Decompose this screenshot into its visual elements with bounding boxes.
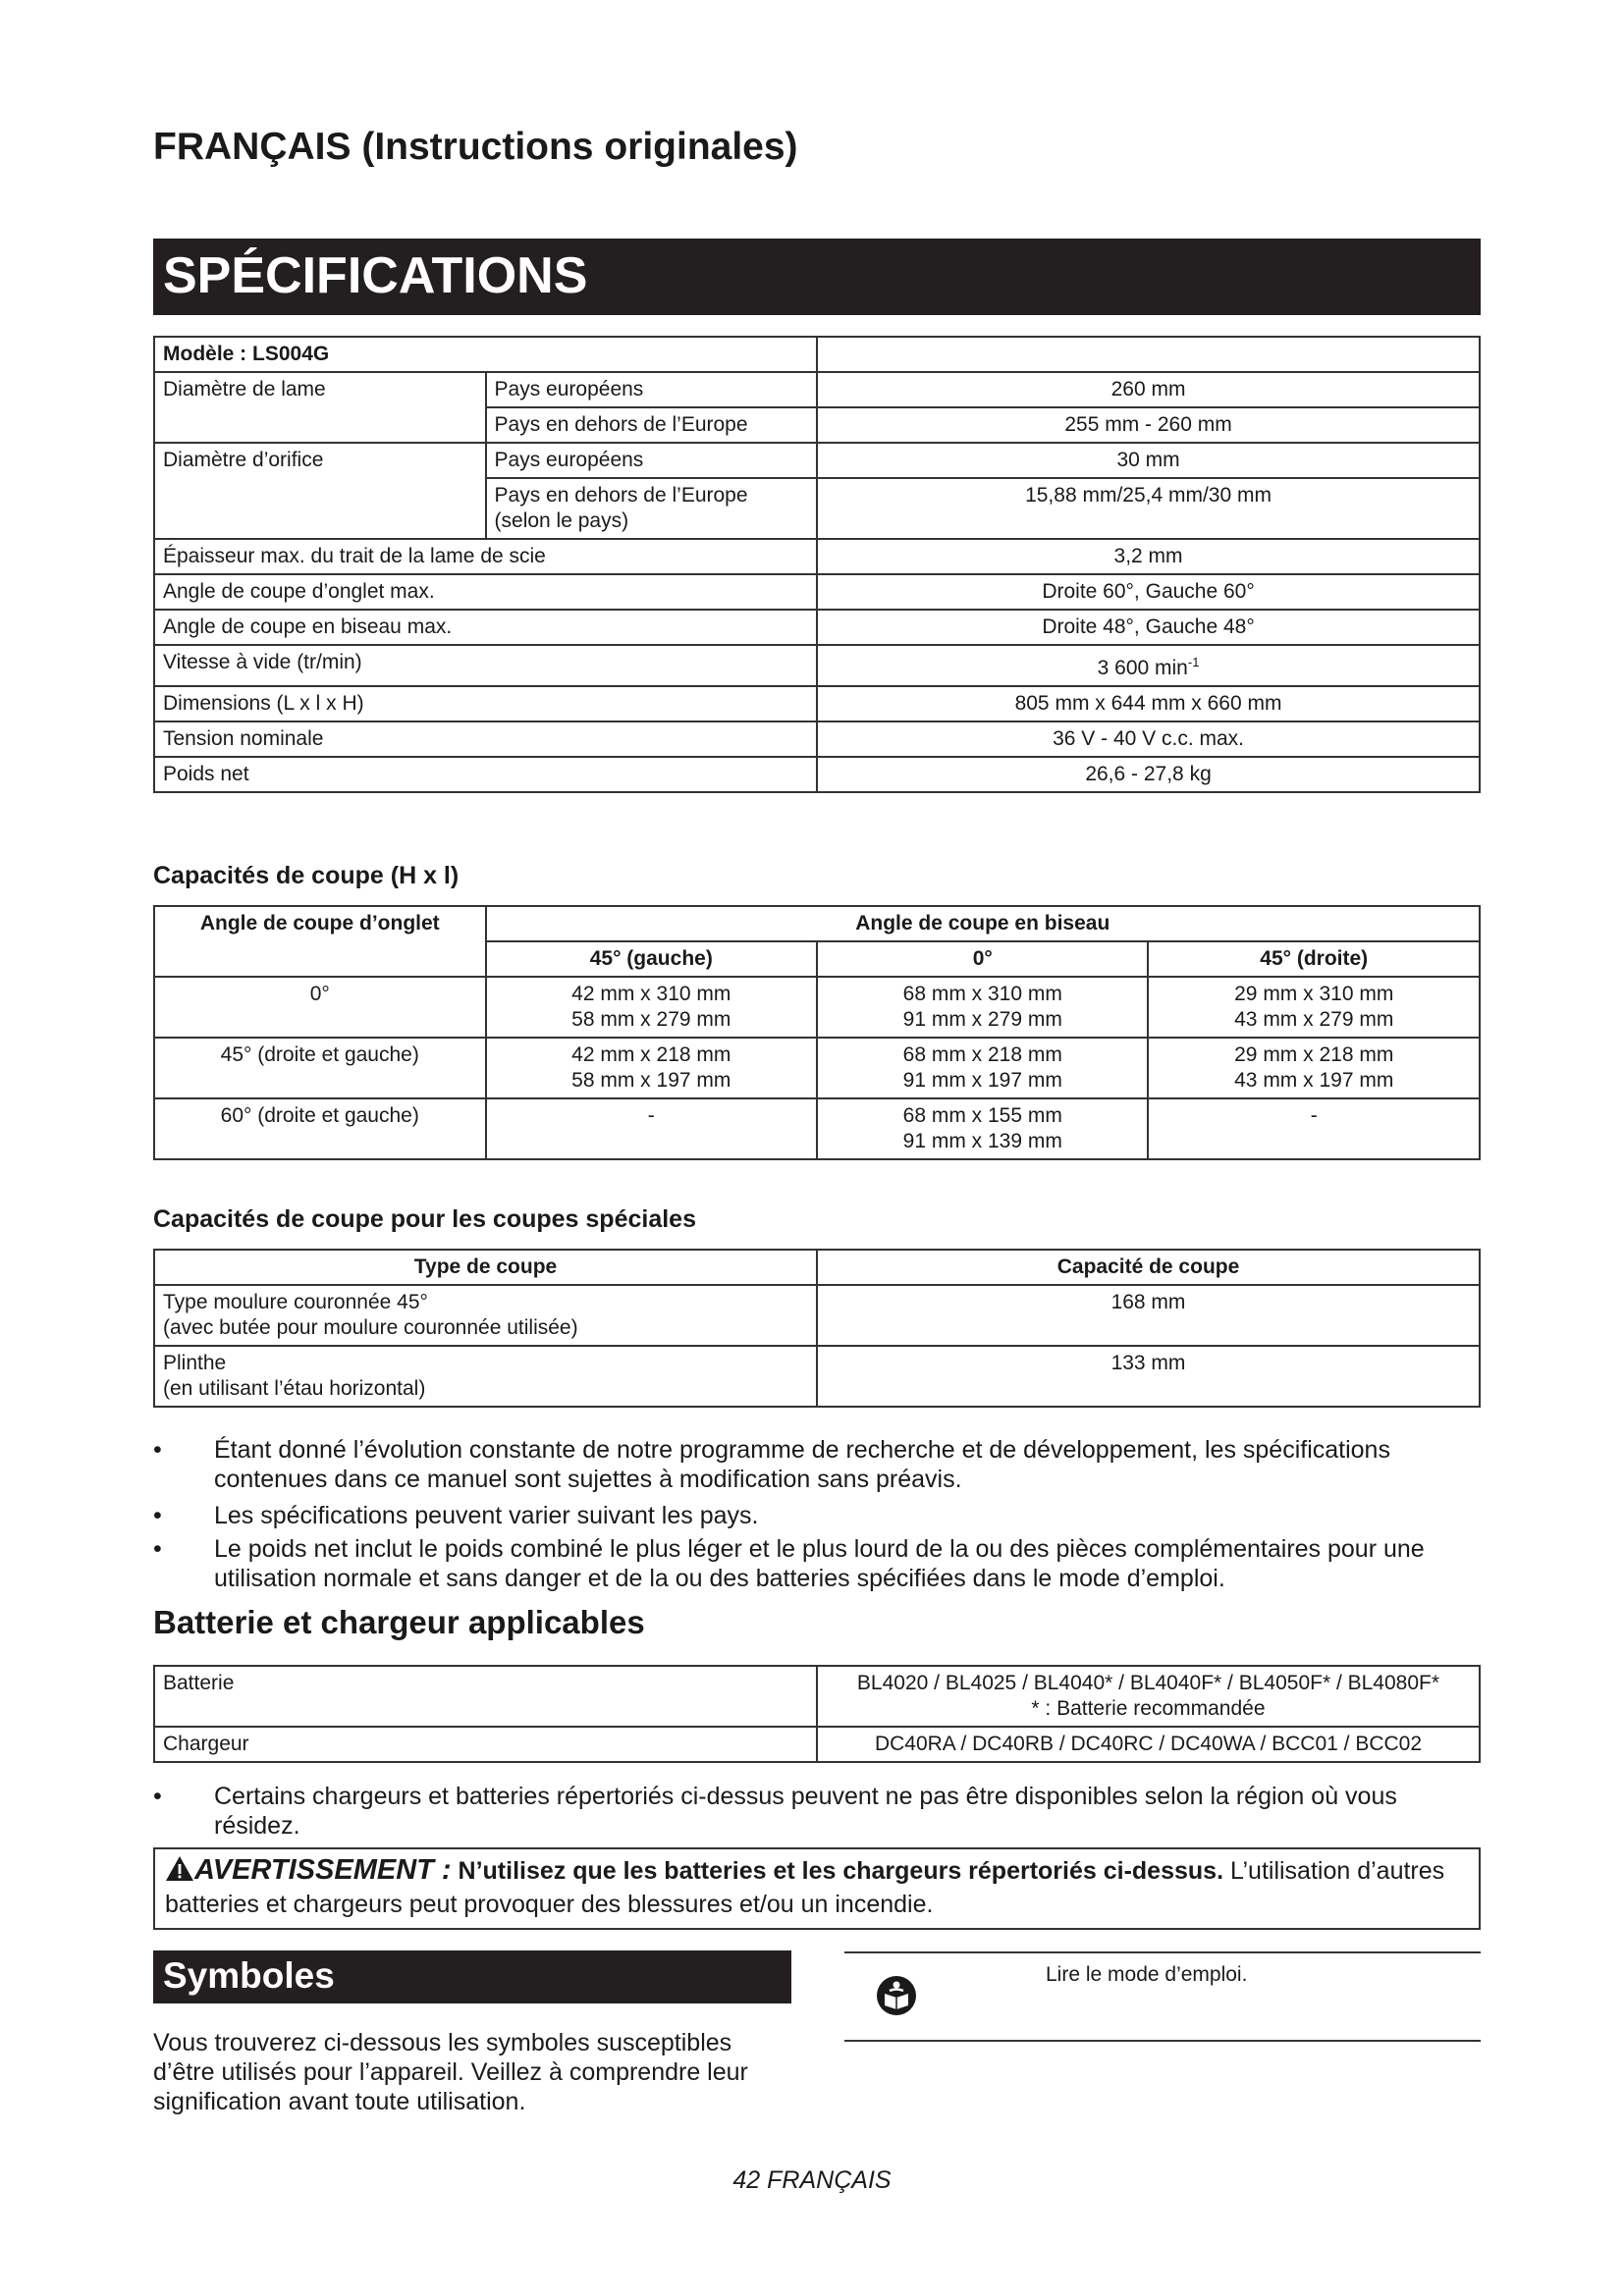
read-manual-icon [876,1975,917,2016]
weight-label: Poids net [154,757,817,792]
spec-row-kerf [154,539,1480,574]
blade-outside-value: 255 mm - 260 mm [817,407,1480,443]
battery-table [153,1665,1481,1763]
bore-outside-value: 15,88 mm/25,4 mm/30 mm [817,478,1480,539]
cut-capacity-header: Capacité de coupe [817,1250,1480,1285]
miter-angle-header: Angle de coupe d’onglet [154,906,486,977]
capacity-miter-angle: 45° (droite et gauche) [154,1038,486,1098]
blade-europe-value: 260 mm [817,372,1480,407]
capacity-cell: 68 mm x 155 mm 91 mm x 139 mm [817,1098,1148,1159]
specifications-banner: SPÉCIFICATIONS [153,239,1481,315]
speed-label: Vitesse à vide (tr/min) [154,645,817,686]
specifications-table [153,336,1481,793]
symbols-banner: Symboles [153,1950,791,2003]
capacity-row [154,977,1480,1038]
speed-unit-exponent: -1 [1187,655,1200,669]
model-value: LS004G [252,343,330,365]
capacity-cell: - [1148,1098,1480,1159]
special-cuts-header-row [154,1250,1480,1285]
bullet-marker: • [153,1436,162,1464]
cutting-capacities-title: Capacités de coupe (H x l) [153,862,460,889]
capacity-cell: 29 mm x 218 mm 43 mm x 197 mm [1148,1038,1480,1098]
battery-value-cell [817,1666,1480,1727]
voltage-value: 36 V - 40 V c.c. max. [817,721,1480,757]
model-empty-cell [817,337,1480,372]
spec-row-bevel [154,610,1480,645]
charger-row [154,1727,1480,1762]
cut-type-header: Type de coupe [154,1250,817,1285]
speed-value-cell [817,645,1480,686]
bevel-angle-header: Angle de coupe en biseau [486,906,1480,941]
charger-label: Chargeur [154,1727,817,1762]
dimensions-label: Dimensions (L x l x H) [154,686,817,721]
note-text: Étant donné l’évolution constante de notre programme de recherche et de développement, les spécifications contenues dans ce manuel sont sujettes à modification sans préavis. [214,1436,1390,1493]
capacity-cell: 29 mm x 310 mm 43 mm x 279 mm [1148,977,1480,1038]
cut-capacity: 168 mm [817,1285,1480,1346]
special-cuts-title: Capacités de coupe pour les coupes spéciales [153,1205,696,1233]
special-cut-row [154,1346,1480,1407]
bore-diameter-label: Diamètre d’orifice [154,443,486,539]
dimensions-value: 805 mm x 644 mm x 660 mm [817,686,1480,721]
charger-value: DC40RA / DC40RB / DC40RC / DC40WA / BCC01 / BCC02 [817,1727,1480,1762]
capacity-row [154,1098,1480,1159]
bevel-label: Angle de coupe en biseau max. [154,610,817,645]
battery-row [154,1666,1480,1727]
bore-region-outside: Pays en dehors de l’Europe (selon le pays) [486,478,818,539]
symbols-intro: Vous trouverez ci-dessous les symboles susceptibles d’être utilisés pour l’appareil. Veillez à comprendre leur signification avant toute utilisation. [153,2029,748,2115]
battery-recommended-note: * : Batterie recommandée [1031,1697,1266,1720]
blade-region-europe: Pays européens [486,372,818,407]
note-text: Les spécifications peuvent varier suivant les pays. [214,1502,759,1529]
spec-row-bore-europe [154,443,1480,478]
kerf-label: Épaisseur max. du trait de la lame de scie [154,539,817,574]
capacity-row [154,1038,1480,1098]
bevel-col-right: 45° (droite) [1148,941,1480,977]
spec-row-speed [154,645,1480,686]
capacity-cell: 68 mm x 218 mm 91 mm x 197 mm [817,1038,1148,1098]
warning-bold-text: N’utilisez que les batteries et les chargeurs répertoriés ci-dessus. [458,1857,1224,1885]
bullet-marker: • [153,1502,162,1529]
symbol-entry [844,1951,1481,2042]
warning-text: L’utilisation d’autres batteries et chargeurs peut provoquer des blessures et/ou un incendie. [165,1857,1445,1918]
warning-label: AVERTISSEMENT : [194,1854,452,1886]
capacity-miter-angle: 60° (droite et gauche) [154,1098,486,1159]
cutting-capacities-table [153,905,1481,1160]
capacity-cell: 42 mm x 310 mm 58 mm x 279 mm [486,977,818,1038]
battery-section-title: Batterie et chargeur applicables [153,1604,645,1640]
note-text: Le poids net inclut le poids combiné le plus léger et le plus lourd de la ou des pièces complémentaires pour une utilisation normale et sans danger et de la ou des batteries spécifiées dans le mode d’emploi. [214,1535,1425,1592]
model-cell [154,337,817,372]
blade-region-outside: Pays en dehors de l’Europe [486,407,818,443]
spec-row-voltage [154,721,1480,757]
bore-region-europe: Pays européens [486,443,818,478]
miter-label: Angle de coupe d’onglet max. [154,574,817,610]
speed-value: 3 600 min [1097,657,1188,679]
battery-note-text: Certains chargeurs et batteries répertoriés ci-dessus peuvent ne pas être disponibles selon la région où vous résidez. [214,1783,1397,1840]
capacity-cell: 68 mm x 310 mm 91 mm x 279 mm [817,977,1148,1038]
voltage-label: Tension nominale [154,721,817,757]
bore-europe-value: 30 mm [817,443,1480,478]
bevel-value: Droite 48°, Gauche 48° [817,610,1480,645]
cut-type: Plinthe (en utilisant l’étau horizontal) [154,1346,817,1407]
bevel-col-zero: 0° [817,941,1148,977]
capacity-cell: 42 mm x 218 mm 58 mm x 197 mm [486,1038,818,1098]
symbol-label: Lire le mode d’emploi. [1046,1963,1248,1986]
spec-row-dimensions [154,686,1480,721]
capacity-cell: - [486,1098,818,1159]
model-label: Modèle : [163,343,247,365]
cut-type: Type moulure couronnée 45° (avec butée pour moulure couronnée utilisée) [154,1285,817,1346]
spec-row-miter [154,574,1480,610]
bullet-marker: • [153,1783,162,1810]
spec-row-blade-europe [154,372,1480,407]
kerf-value: 3,2 mm [817,539,1480,574]
special-cuts-table [153,1249,1481,1408]
page-heading: FRANÇAIS (Instructions originales) [153,126,798,168]
bullet-marker: • [153,1535,162,1563]
warning-triangle-icon [165,1855,194,1890]
battery-value: BL4020 / BL4025 / BL4040* / BL4040F* / BL4050F* / BL4080F* [856,1672,1440,1694]
warning-box [153,1847,1481,1930]
blade-diameter-label: Diamètre de lame [154,372,486,443]
special-cut-row [154,1285,1480,1346]
spec-row-weight [154,757,1480,792]
bevel-col-left: 45° (gauche) [486,941,818,977]
capacity-miter-angle: 0° [154,977,486,1038]
spec-row-model [154,337,1480,372]
miter-value: Droite 60°, Gauche 60° [817,574,1480,610]
cut-capacity: 133 mm [817,1346,1480,1407]
capacity-header-row [154,906,1480,941]
page-footer: 42 FRANÇAIS [732,2166,892,2194]
battery-label: Batterie [154,1666,817,1727]
weight-value: 26,6 - 27,8 kg [817,757,1480,792]
